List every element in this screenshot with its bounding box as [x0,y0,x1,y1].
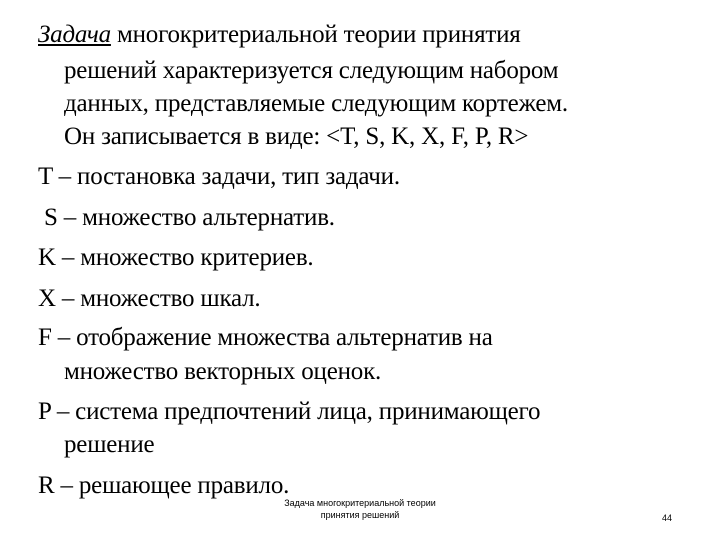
page-number: 44 [662,513,673,523]
definition-f-line-2: множество векторных оценок. [64,358,382,385]
definition-k: K – множество критериев. [38,244,314,271]
definition-t: T – постановка задачи, тип задачи. [38,163,400,190]
intro-line-4: Он записывается в виде: <T, S, K, X, F, P, R> [64,123,529,150]
definition-f-line-1: F – отображение множества альтернатив на [38,324,493,351]
footer-caption-line-2: принятия решений [320,510,400,520]
footer-caption [250,497,470,521]
intro-term: Задача [38,21,111,48]
intro-line-2: решений характеризуется следующим набором [64,57,559,84]
definition-p-line-1: P – система предпочтений лица, принимающего [38,398,541,425]
definition-p-line-2: решение [64,431,155,458]
intro-line-1 [38,20,521,50]
intro-line-1-rest: многокритериальной теории принятия [110,21,521,48]
definition-x: X – множество шкал. [38,285,261,312]
definition-s: S – множество альтернатив. [38,204,335,231]
intro-line-3: данных, представляемые следующим кортежем. [64,90,568,117]
definition-r: R – решающее правило. [38,472,290,499]
footer-caption-line-1: Задача многокритериальной теории [284,498,436,508]
